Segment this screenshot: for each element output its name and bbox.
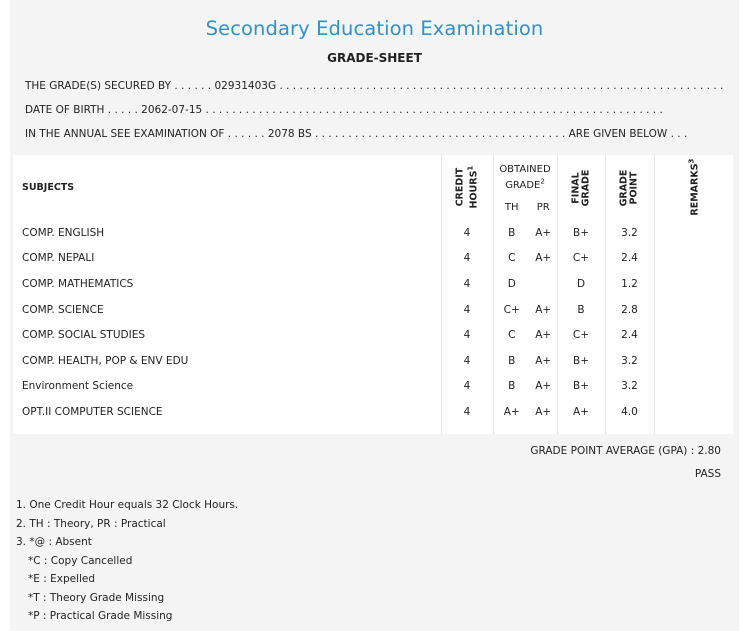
th-grade-cell: B [493, 348, 530, 374]
th-grade-cell: D [493, 271, 530, 297]
th-header: TH [493, 195, 530, 220]
table-row [13, 374, 733, 400]
credit-cell: 4 [441, 322, 493, 348]
final-grade-cell: B [557, 297, 605, 323]
table-row [13, 322, 733, 348]
grade-point-cell: 3.2 [605, 220, 654, 246]
dob-label: DATE OF BIRTH . . . . . [25, 104, 138, 116]
th-grade-cell: C [493, 246, 530, 272]
pr-grade-cell: A+ [535, 354, 552, 367]
sheet-subtitle: GRADE-SHEET [327, 51, 422, 65]
credit-cell: 4 [441, 220, 493, 246]
secured-by-label: THE GRADE(S) SECURED BY . . . . . . [25, 80, 212, 92]
remarks-cell [654, 399, 733, 425]
credit-cell: 4 [441, 297, 493, 323]
grade-point-cell: 2.8 [605, 297, 654, 323]
remarks-cell [654, 271, 733, 297]
dotted-leader: . . . . . . . . . . . . . . . . . . . . . . . . . . . . . . . . . . . . . . [314, 128, 566, 140]
credit-cell: 4 [441, 374, 493, 400]
gpa-label: GRADE POINT AVERAGE (GPA) : [530, 445, 695, 457]
th-grade-cell: C+ [493, 297, 530, 323]
pr-grade-cell: A+ [535, 252, 552, 265]
grades-table [13, 155, 733, 435]
summary-box [13, 434, 733, 488]
pr-header: PR [536, 202, 550, 213]
remarks-cell [654, 374, 733, 400]
footnote-theory-missing: *T : Theory Grade Missing [28, 591, 165, 604]
exam-tail: ARE GIVEN BELOW . . . [568, 128, 688, 140]
remarks-cell [654, 246, 733, 272]
subject-cell: OPT.II COMPUTER SCIENCE [22, 405, 163, 418]
credit-cell: 4 [441, 399, 493, 425]
credit-cell: 4 [441, 271, 493, 297]
dotted-leader: . . . . . . . . . . . . . . . . . . . . . . . . . . . . . . . . . . . . . . . . . . . . . . . . . . . . . . . . . . . . . . . . . . . . . [205, 104, 663, 116]
symbol-number: 02931403G [214, 80, 277, 92]
table-row [13, 271, 733, 297]
pr-grade-cell: A+ [535, 405, 552, 418]
grade-point-cell: 2.4 [605, 322, 654, 348]
obtained-grade-header: OBTAINED GRADE$^2$ [493, 155, 557, 195]
grade-point-cell: 3.2 [605, 374, 654, 400]
pr-grade-cell [530, 271, 557, 297]
footnote-practical-missing: *P : Practical Grade Missing [28, 610, 173, 622]
th-grade-cell: B [493, 220, 530, 246]
grade-point-cell: 4.0 [605, 399, 654, 425]
credit-cell: 4 [441, 348, 493, 374]
credit-cell: 4 [441, 246, 493, 272]
subject-cell: COMP. MATHEMATICS [22, 277, 134, 290]
exam-label: IN THE ANNUAL SEE EXAMINATION OF . . . . . . [25, 128, 265, 140]
footnote-1: 1. One Credit Hour equals 32 Clock Hours. [16, 499, 239, 511]
pr-grade-cell: A+ [535, 226, 552, 239]
subject-cell: COMP. HEALTH, POP & ENV EDU [22, 354, 189, 367]
remarks-cell [654, 297, 733, 323]
subject-cell: COMP. NEPALI [22, 252, 95, 265]
exam-year: 2078 BS [267, 128, 312, 140]
grade-point-cell: 2.4 [605, 246, 654, 272]
final-grade-cell: A+ [557, 399, 605, 425]
final-grade-header: FINAL GRADE [557, 155, 605, 220]
pr-grade-cell: A+ [535, 303, 552, 316]
th-grade-cell: A+ [493, 399, 530, 425]
table-row [13, 399, 733, 425]
gpa-value: 2.80 [697, 445, 721, 457]
th-grade-cell: C [493, 322, 530, 348]
subject-cell: COMP. SCIENCE [22, 303, 104, 316]
grade-point-header: GRADE POINT [605, 155, 654, 220]
exam-line [25, 128, 687, 140]
remarks-cell [654, 220, 733, 246]
table-row [13, 297, 733, 323]
credit-hours-header: CREDIT HOURS$^1$ [441, 155, 493, 220]
grade-sheet [10, 0, 739, 631]
gpa-line [530, 445, 721, 457]
subject-cell: COMP. ENGLISH [22, 226, 105, 239]
exam-title: Secondary Education Examination [205, 17, 544, 40]
dob-line [25, 104, 663, 116]
footnote-expelled: *E : Expelled [28, 573, 96, 585]
remarks-cell [654, 348, 733, 374]
final-grade-cell: B+ [557, 374, 605, 400]
grade-point-cell: 3.2 [605, 348, 654, 374]
footnote-copy-cancelled: *C : Copy Cancelled [28, 554, 133, 567]
subject-cell: COMP. SOCIAL STUDIES [22, 329, 146, 342]
dob-value: 2062-07-15 [141, 104, 203, 116]
table-row [13, 246, 733, 272]
table-row [13, 348, 733, 374]
final-grade-cell: D [557, 271, 605, 297]
footnote-3: 3. *@ : Absent [16, 536, 92, 548]
subjects-header: SUBJECTS [22, 182, 75, 193]
dotted-leader: . . . . . . . . . . . . . . . . . . . . . . . . . . . . . . . . . . . . . . . . . . . . . . . . . . . . . . . . . . . . . . . . . . . [279, 80, 724, 92]
footnotes [16, 496, 238, 626]
pr-grade-cell: A+ [535, 380, 552, 393]
final-grade-cell: B+ [557, 220, 605, 246]
grade-point-cell: 1.2 [605, 271, 654, 297]
final-grade-cell: B+ [557, 348, 605, 374]
final-grade-cell: C+ [557, 246, 605, 272]
final-grade-cell: C+ [557, 322, 605, 348]
remarks-header: REMARKS$^3$ [654, 155, 733, 220]
result-status: PASS [694, 468, 721, 480]
table-row [13, 220, 733, 246]
subject-cell: Environment Science [22, 380, 134, 393]
remarks-cell [654, 322, 733, 348]
footnote-2: 2. TH : Theory, PR : Practical [16, 517, 166, 530]
th-grade-cell: B [493, 374, 530, 400]
pr-grade-cell: A+ [535, 329, 552, 342]
secured-by-line [25, 80, 723, 92]
